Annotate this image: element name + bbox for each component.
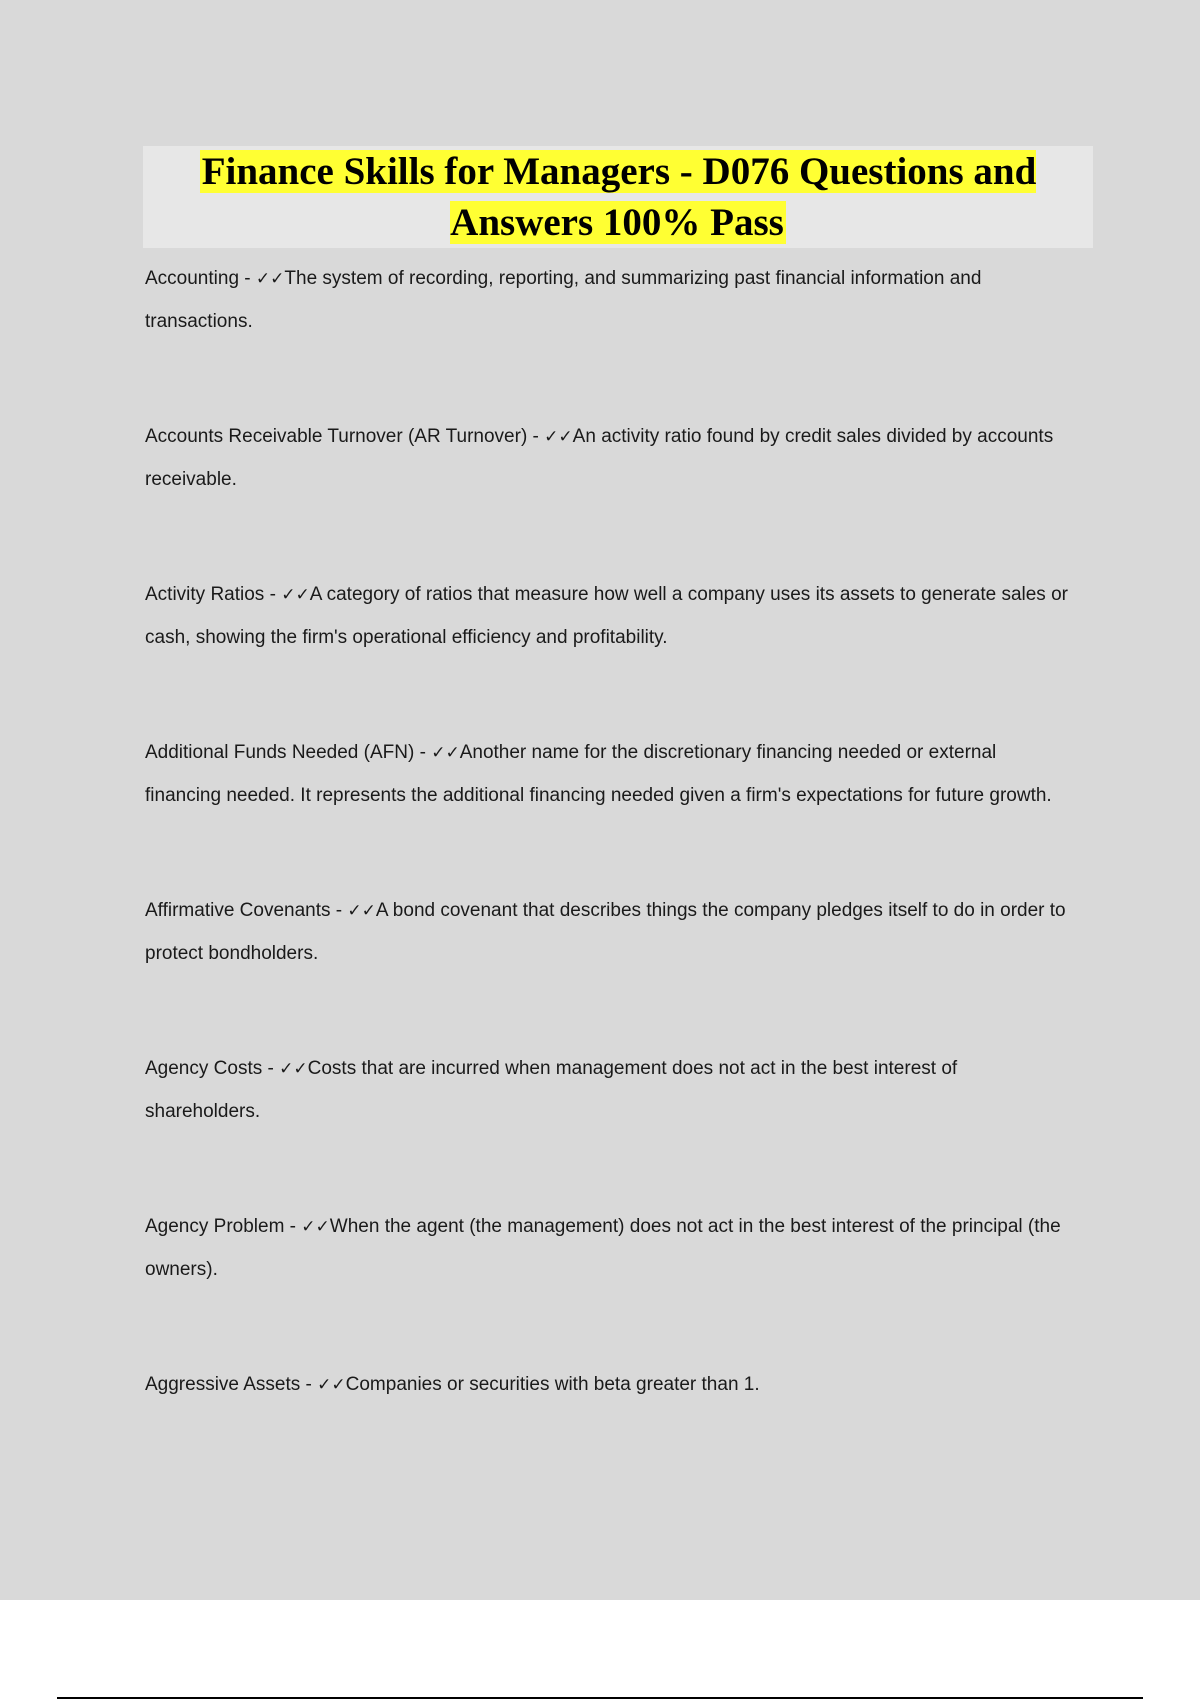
glossary-entry: [145, 732, 1075, 816]
entry-term: Additional Funds Needed (AFN): [145, 742, 415, 763]
entry-term: Aggressive Assets: [145, 1374, 301, 1395]
double-check-icon: ✓✓: [281, 585, 310, 605]
entry-term: Affirmative Covenants: [145, 900, 331, 921]
glossary-entry: [145, 258, 1075, 342]
entry-definition: Costs that are incurred when management does not act in the best interest of shareholders.: [145, 1058, 958, 1122]
entry-definition: An activity ratio found by credit sales divided by accounts receivable.: [145, 426, 1054, 490]
double-check-icon: ✓✓: [431, 743, 460, 763]
glossary-entry: [145, 890, 1075, 974]
glossary-entry: [145, 416, 1075, 500]
glossary-entry: [145, 1206, 1075, 1290]
entry-separator: -: [414, 742, 432, 763]
entry-separator: -: [330, 900, 348, 921]
glossary-list: [145, 258, 1075, 1407]
entry-definition: A category of ratios that measure how well a company uses its assets to generate sales or cash, showing the firm's operational efficiency and profitability.: [145, 584, 1068, 648]
double-check-icon: ✓✓: [255, 269, 285, 289]
double-check-icon: ✓✓: [279, 1059, 308, 1079]
entry-term: Agency Costs: [145, 1058, 263, 1079]
footer-rule: [57, 1697, 1143, 1699]
entry-separator: -: [239, 268, 256, 289]
entry-separator: -: [527, 426, 545, 447]
entry-term: Accounting: [145, 268, 240, 289]
glossary-entry: [145, 574, 1075, 658]
document-title: Finance Skills for Managers - D076 Questions and Answers 100% Pass: [201, 150, 1037, 244]
entry-separator: -: [300, 1374, 318, 1395]
double-check-icon: ✓✓: [317, 1375, 346, 1395]
double-check-icon: ✓✓: [301, 1217, 330, 1237]
entry-term: Accounts Receivable Turnover (AR Turnover): [145, 426, 528, 447]
glossary-entry: [145, 1048, 1075, 1132]
entry-definition: The system of recording, reporting, and summarizing past financial information and transactions.: [145, 268, 982, 332]
entry-definition: A bond covenant that describes things the company pledges itself to do in order to protect bondholders.: [145, 900, 1066, 964]
title-banner: [143, 146, 1093, 248]
double-check-icon: ✓✓: [347, 901, 376, 921]
entry-separator: -: [264, 584, 282, 605]
glossary-entry: [145, 1364, 1075, 1407]
entry-term: Activity Ratios: [145, 584, 265, 605]
entry-term: Agency Problem: [145, 1216, 285, 1237]
entry-definition: Companies or securities with beta greater than 1.: [345, 1374, 760, 1395]
entry-separator: -: [284, 1216, 302, 1237]
double-check-icon: ✓✓: [544, 427, 573, 447]
entry-definition: When the agent (the management) does not act in the best interest of the principal (the owners).: [145, 1216, 1061, 1280]
entry-definition: Another name for the discretionary financing needed or external financing needed. It represents the additional financing needed given a firm's expectations for future growth.: [145, 742, 1052, 806]
entry-separator: -: [262, 1058, 280, 1079]
